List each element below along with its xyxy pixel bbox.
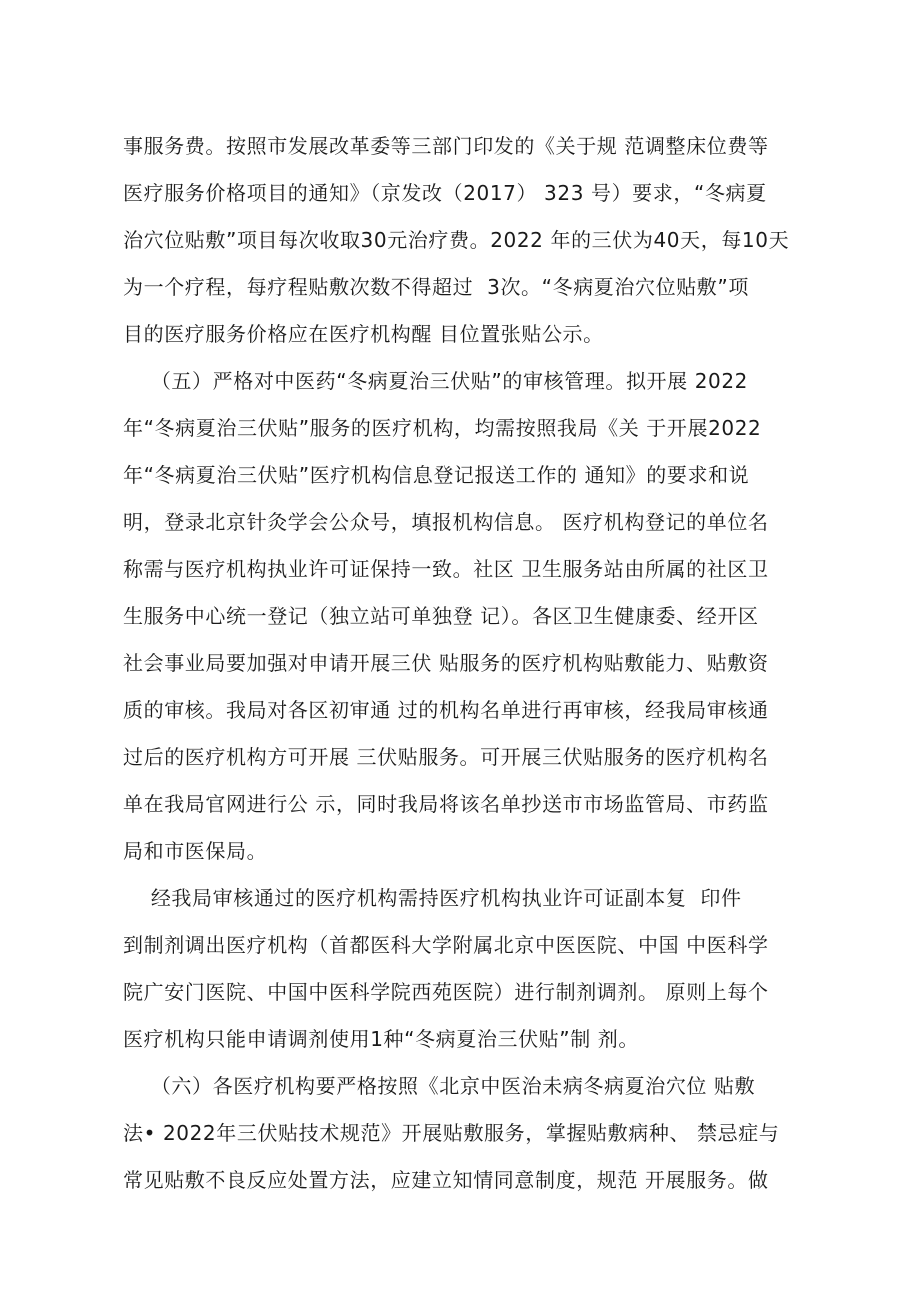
text-line: 为一个疗程，每疗程贴敷次数不得超过 3次。“冬病夏治穴位贴敷”项: [123, 275, 749, 299]
text-line: 年“冬病夏治三伏贴”服务的医疗机构，均需按照我局《关 于开展2022: [123, 416, 762, 440]
text-line: （五）严格对中医药“冬病夏治三伏贴”的审核管理。拟开展 2022: [123, 369, 749, 393]
text-line: 年“冬病夏治三伏贴”医疗机构信息登记报送工作的 通知》的要求和说: [123, 463, 750, 487]
text-line: 单在我局官网进行公 示，同时我局将该名单抄送市市场监管局、市药监: [123, 792, 769, 816]
text-line: 法• 2022年三伏贴技术规范》开展贴敷服务，掌握贴敷病种、 禁忌症与: [123, 1121, 780, 1145]
text-line: 质的审核。我局对各区初审通 过的机构名单进行再审核，经我局审核通: [123, 698, 769, 722]
text-line: 社会事业局要加强对申请开展三伏 贴服务的医疗机构贴敷能力、贴敷资: [123, 651, 769, 675]
text-line: 院广安门医院、中国中医科学院西苑医院）进行制剂调剂。 原则上每个: [123, 980, 769, 1004]
text-line: 局和市医保局。: [123, 839, 268, 863]
text-line: 常见贴敷不良反应处置方法，应建立知情同意制度，规范 开展服务。做: [123, 1168, 769, 1192]
text-line: （六）各医疗机构要严格按照《北京中医治未病冬病夏治穴位 贴敷: [123, 1074, 756, 1098]
text-line: 到制剂调出医疗机构（首都医科大学附属北京中医医院、中国 中医科学: [123, 933, 769, 957]
text-line: 目的医疗服务价格应在医疗机构醒 目位置张贴公示。: [123, 322, 604, 346]
text-line: 明，登录北京针灸学会公众号，填报机构信息。 医疗机构登记的单位名: [123, 510, 769, 534]
text-line: 经我局审核通过的医疗机构需持医疗机构执业许可证副本复 印件: [123, 886, 742, 910]
text-line: 事服务费。按照市发展改革委等三部门印发的《关于规 范调整床位费等: [123, 134, 769, 158]
text-line: 治穴位贴敷”项目每次收取30元治疗费。2022 年的三伏为40天，每10天: [123, 228, 790, 252]
text-line: 医疗机构只能申请调剂使用1种“冬病夏治三伏贴”制 剂。: [123, 1027, 640, 1051]
text-line: 过后的医疗机构方可开展 三伏贴服务。可开展三伏贴服务的医疗机构名: [123, 745, 769, 769]
text-line: 医疗服务价格项目的通知》（京发改（2017） 323 号）要求，“冬病夏: [123, 181, 767, 205]
text-line: 生服务中心统一登记（独立站可单独登 记）。各区卫生健康委、经开区: [123, 604, 759, 628]
text-line: 称需与医疗机构执业许可证保持一致。社区 卫生服务站由所属的社区卫: [123, 557, 769, 581]
